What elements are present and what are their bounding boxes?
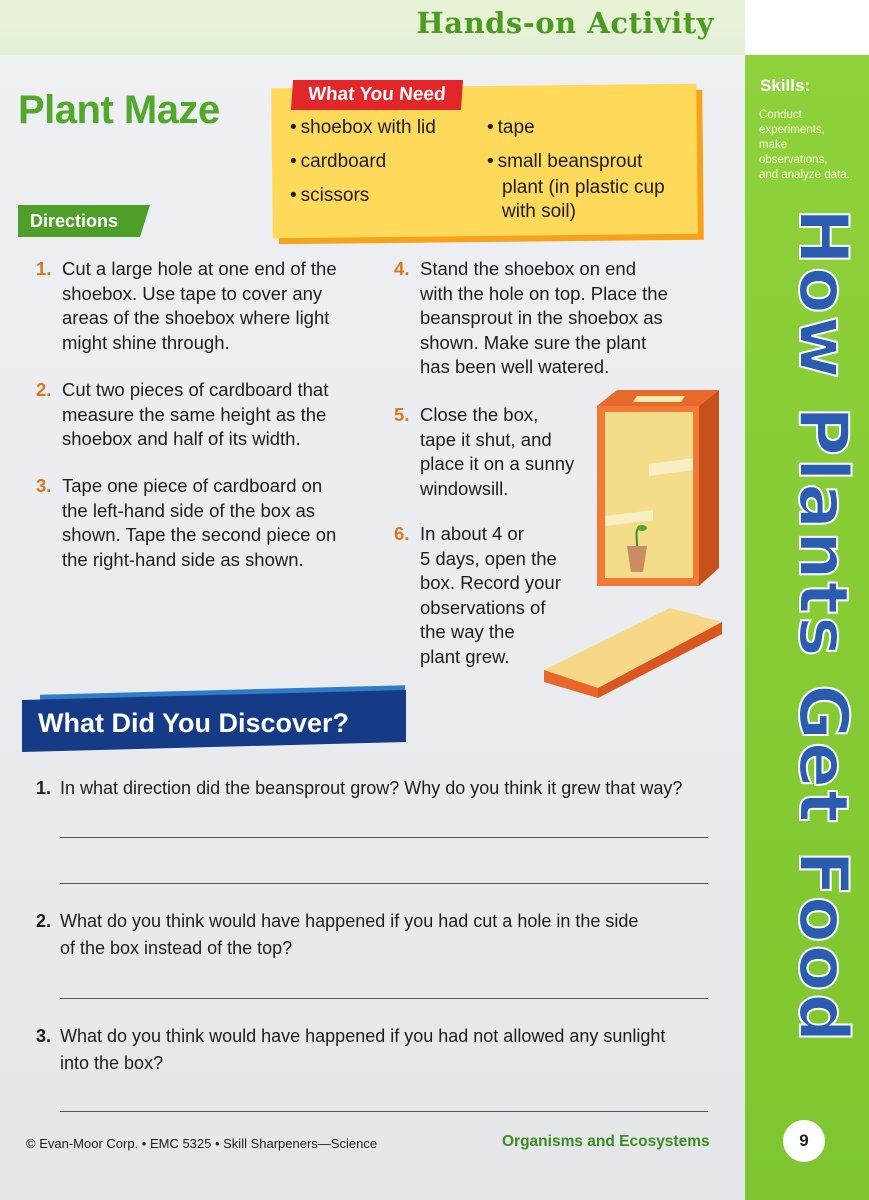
answer-line[interactable] <box>60 883 708 884</box>
need-item: • tape <box>487 117 535 138</box>
sidebar-top <box>745 0 869 55</box>
direction-step-6: 6. In about 4 or 5 days, open the box. Record your observations of the way the plant grew. <box>394 523 561 667</box>
bullet-icon: • <box>290 185 297 206</box>
question-number: 1. <box>36 778 52 798</box>
footer-unit: Organisms and Ecosystems <box>502 1133 710 1150</box>
answer-line[interactable] <box>60 998 708 999</box>
step-number: 5. <box>394 404 410 425</box>
box-hole <box>633 396 685 402</box>
step-number: 1. <box>36 258 52 279</box>
question-number: 2. <box>36 911 52 931</box>
step-number: 4. <box>394 258 410 279</box>
skills-body <box>759 108 864 183</box>
direction-step-1: 1. Cut a large hole at one end of the shoebox. Use tape to cover any areas of the shoebox where light might shine through. <box>36 258 337 353</box>
skills-title: Skills: <box>760 76 811 95</box>
bullet-icon: • <box>290 151 297 172</box>
vertical-title <box>760 208 862 1108</box>
skills-line: experiments, <box>759 124 825 136</box>
question-number: 3. <box>36 1026 52 1046</box>
bullet-icon: • <box>290 117 297 138</box>
bullet-icon: • <box>487 117 494 138</box>
page-title: Plant Maze <box>18 88 220 132</box>
directions-heading: Directions <box>18 205 140 237</box>
bullet-icon: • <box>487 151 494 172</box>
skills-line: Conduct <box>759 109 802 121</box>
direction-step-5: 5. Close the box, tape it shut, and place it on a sunny windowsill. <box>394 404 575 499</box>
skills-line: and analyze data. <box>759 169 850 181</box>
shoebox-lid-illustration <box>540 600 725 700</box>
direction-step-3: 3. Tape one piece of cardboard on the left-hand side of the box as shown. Tape the second piece on the right-hand side as shown. <box>36 475 337 570</box>
discover-heading: What Did You Discover? <box>38 708 350 738</box>
question-2: 2. What do you think would have happened if you had cut a hole in the side of the box instead of the top? <box>60 908 638 962</box>
direction-step-2: 2. Cut two pieces of cardboard that measure the same height as the shoebox and half of its width. <box>36 379 329 449</box>
question-1: 1. In what direction did the beansprout grow? Why do you think it grew that way? <box>60 775 682 802</box>
need-item: • cardboard <box>290 151 387 172</box>
page-number: 9 <box>783 1120 825 1162</box>
box-side <box>699 390 719 586</box>
need-item: • scissors <box>290 185 370 206</box>
shoebox-illustration <box>593 388 723 588</box>
section-label: Hands-on Activity <box>416 6 714 40</box>
skills-line: make <box>759 139 788 151</box>
need-item-continued: with soil) <box>502 201 576 222</box>
footer-credit: © Evan-Moor Corp. • EMC 5325 • Skill Sharpeners—Science <box>26 1136 378 1151</box>
sprout-leaf <box>637 525 647 531</box>
vertical-title-text: How Plants Get Food <box>783 208 862 1045</box>
need-item-continued: plant (in plastic cup <box>502 177 665 198</box>
what-you-need-heading: What You Need <box>291 80 463 110</box>
box-interior <box>605 412 693 578</box>
question-3: 3. What do you think would have happened if you had not allowed any sunlight into the box? <box>60 1023 665 1077</box>
answer-line[interactable] <box>60 1111 708 1112</box>
need-item: • shoebox with lid <box>290 117 436 138</box>
step-number: 3. <box>36 475 52 496</box>
step-number: 6. <box>394 523 410 544</box>
answer-line[interactable] <box>60 837 708 838</box>
step-number: 2. <box>36 379 52 400</box>
direction-step-4: 4. Stand the shoebox on end with the hole on top. Place the beansprout in the shoebox as shown. Make sure the plant has been well watered. <box>394 258 668 377</box>
need-item: • small beansprout <box>487 151 643 172</box>
skills-line: observations, <box>759 154 828 166</box>
